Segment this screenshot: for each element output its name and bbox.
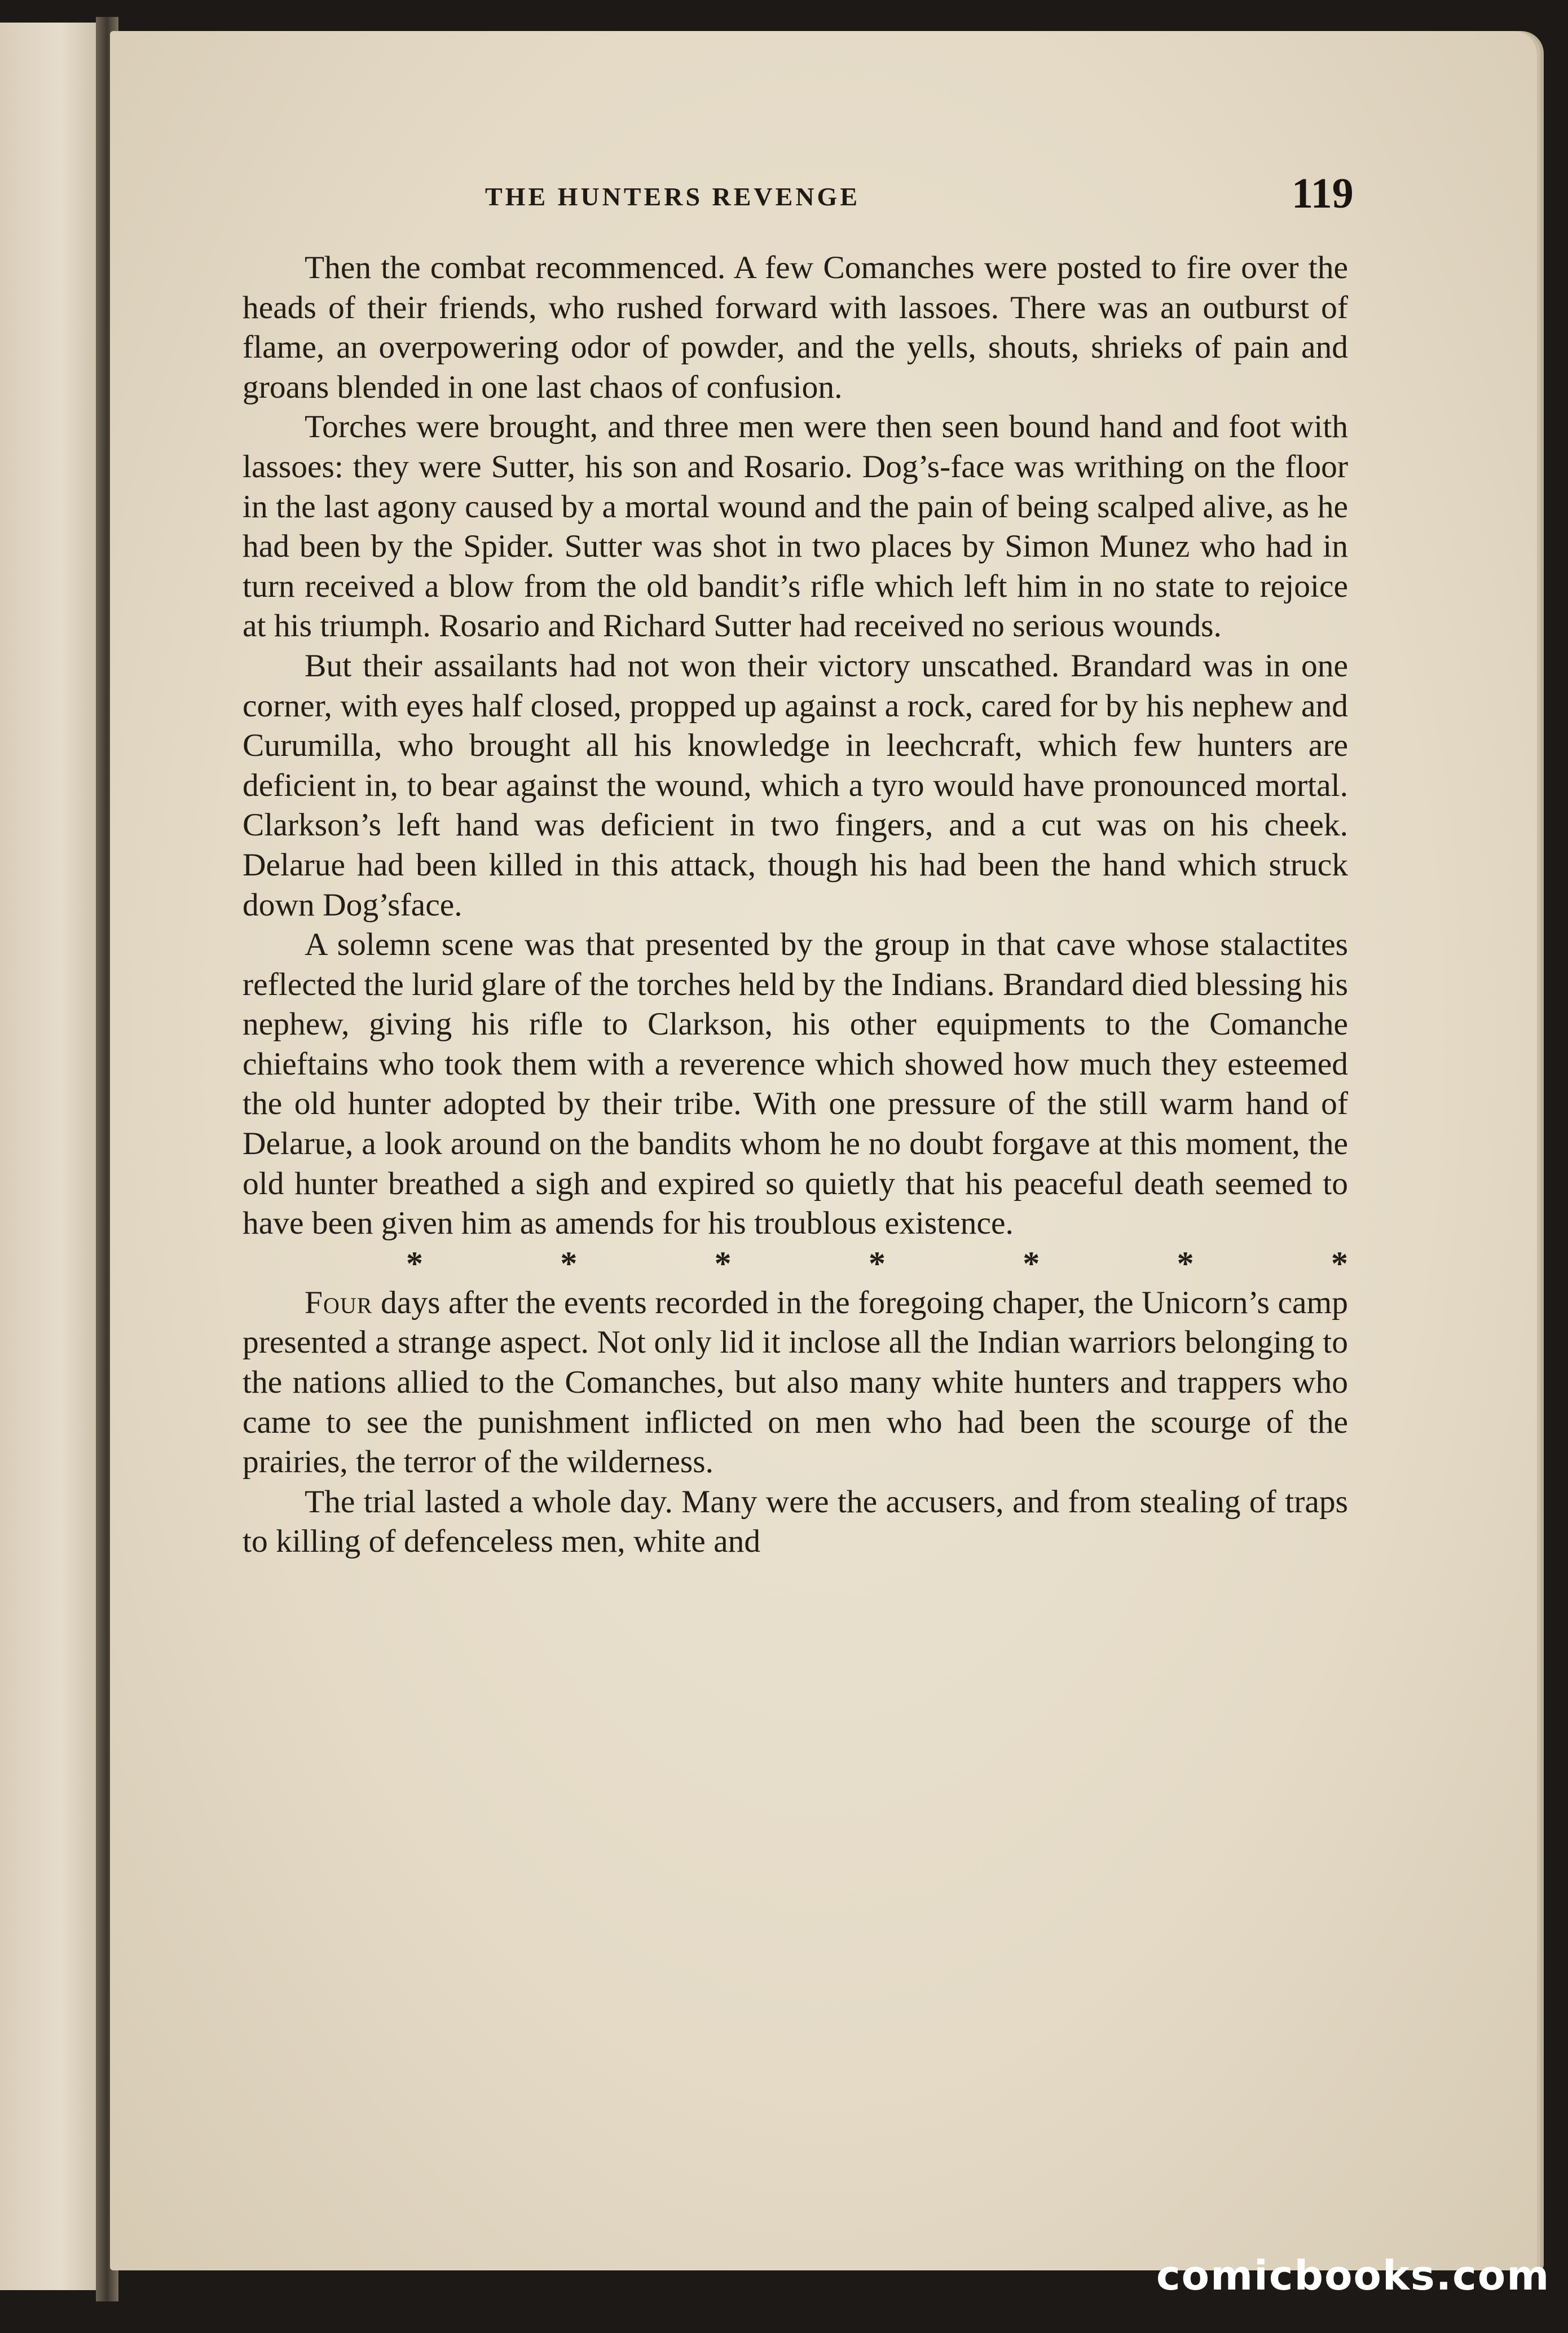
asterisk: * — [1177, 1244, 1194, 1282]
page-body-text — [243, 248, 1348, 1562]
asterisk: * — [1331, 1244, 1348, 1282]
section-break — [243, 1244, 1348, 1283]
asterisk: * — [868, 1244, 886, 1282]
asterisk: * — [406, 1244, 423, 1282]
paragraph-4: A solemn scene was that presented by the group in that cave whose stalactites reflected the lurid glare of the torches held by the Indians. Brandard died blessing his nephew, giving his rifle to Clarkson, his other equipments to the Comanche chieftains who took them with a reverence which showed how much they esteemed the old hunter adopted by their tribe. With one pressure of the still warm hand of Delarue, a look around on the bandits whom he no doubt forgave at this moment, the old hunter breathed a sigh and expired so quietly that his peaceful death seemed to have been given him as amends for his troublous existence. — [243, 927, 1348, 1242]
running-head: THE HUNTERS REVENGE — [485, 182, 861, 211]
page-number: 119 — [1292, 170, 1354, 217]
paragraph-1: Then the combat recommenced. A few Comanches were posted to fire over the heads of their friends, who rushed forward with lassoes. There was an outburst of flame, an overpowering odor of powder, and the yells, shouts, shrieks of pain and groans blended in one last chaos of confusion. — [243, 250, 1348, 405]
paragraph-5 — [243, 1283, 1348, 1482]
chapter-lead-word: Four — [305, 1284, 373, 1320]
asterisk: * — [1023, 1244, 1040, 1282]
left-page-edge — [0, 23, 102, 2290]
paragraph-6: The trial lasted a whole day. Many were the accusers, and from stealing of traps to killing of defenceless men, white and — [243, 1484, 1348, 1560]
paragraph-5-text: days after the events recorded in the foregoing chaper, the Unicorn’s camp presented a strange aspect. Not only lid it inclose all the Indian warriors belonging to the nations allied to the Comanches, but also many white hunters and trappers who came to see the punishment inflicted on men who had been the scourge of the prairies, the terror of the wilderness. — [243, 1284, 1348, 1480]
asterisk: * — [560, 1244, 578, 1282]
watermark: comicbooks.com — [1156, 2252, 1551, 2299]
paragraph-3: But their assailants had not won their victory unscathed. Brandard was in one corner, with eyes half closed, propped up against a rock, cared for by his nephew and Curumilla, who brought all his knowledge in leechcraft, which few hunters are deficient in, to bear against the wound, which a tyro would have pronounced mortal. Clarkson’s left hand was deficient in two fingers, and a cut was on his cheek. Delarue had been killed in this attack, though his had been the hand which struck down Dog’sface. — [243, 648, 1348, 923]
asterisk: * — [714, 1244, 732, 1282]
paragraph-2: Torches were brought, and three men were then seen bound hand and foot with lassoes: they were Sutter, his son and Rosario. Dog’s-face was writhing on the floor in the last agony caused by a mortal wound and the pain of being scalped alive, as he had been by the Spider. Sutter was shot in two places by Simon Munez who had in turn received a blow from the old bandit’s rifle which left him in no state to rejoice at his triumph. Rosario and Richard Sutter had received no serious wounds. — [243, 409, 1348, 644]
